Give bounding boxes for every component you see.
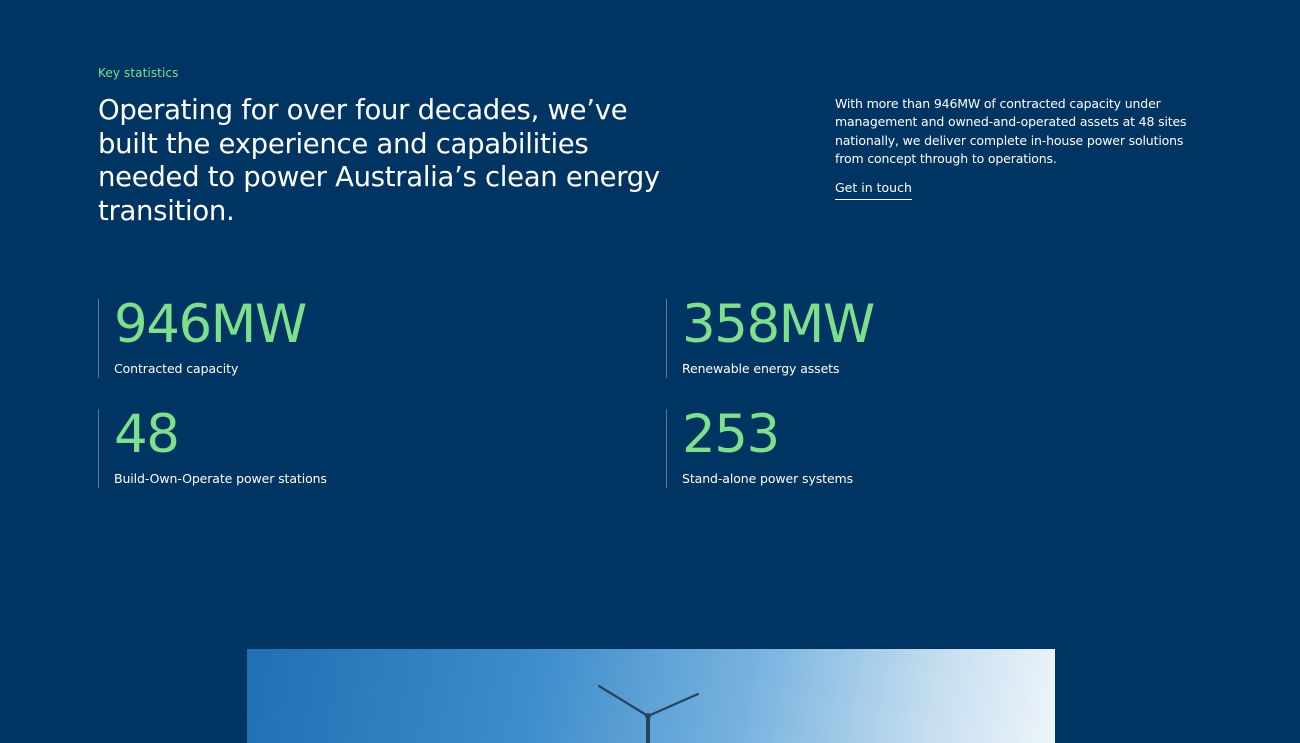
wind-turbine-hero-image — [247, 649, 1055, 743]
stat-power-stations — [98, 404, 327, 488]
stat-stand-alone-systems — [666, 404, 854, 488]
stat-value: 48 — [114, 404, 179, 465]
stat-value: 946MW — [114, 294, 306, 355]
stat-value: 253 — [682, 404, 779, 465]
intro-paragraph: With more than 946MW of contracted capacity under management and owned-and-operated assets at 48 sites nationally, we deliver complete in-house power solutions from concept through to operations. — [835, 96, 1187, 166]
stat-label: Stand-alone power systems — [682, 471, 854, 486]
stat-contracted-capacity — [98, 294, 306, 378]
stat-renewable-energy-assets — [666, 294, 874, 378]
stat-label: Build-Own-Operate power stations — [114, 471, 327, 486]
stat-value: 358MW — [682, 294, 874, 355]
stat-label: Contracted capacity — [114, 361, 239, 376]
get-in-touch-link[interactable]: Get in touch — [835, 180, 912, 200]
wind-turbine-icon — [247, 649, 1055, 743]
section-headline: Operating for over four decades, we’ve built the experience and capabilities needed to power Australia’s clean energy transition. — [98, 94, 660, 227]
stat-label: Renewable energy assets — [682, 361, 840, 376]
key-statistics-eyebrow: Key statistics — [98, 66, 179, 80]
